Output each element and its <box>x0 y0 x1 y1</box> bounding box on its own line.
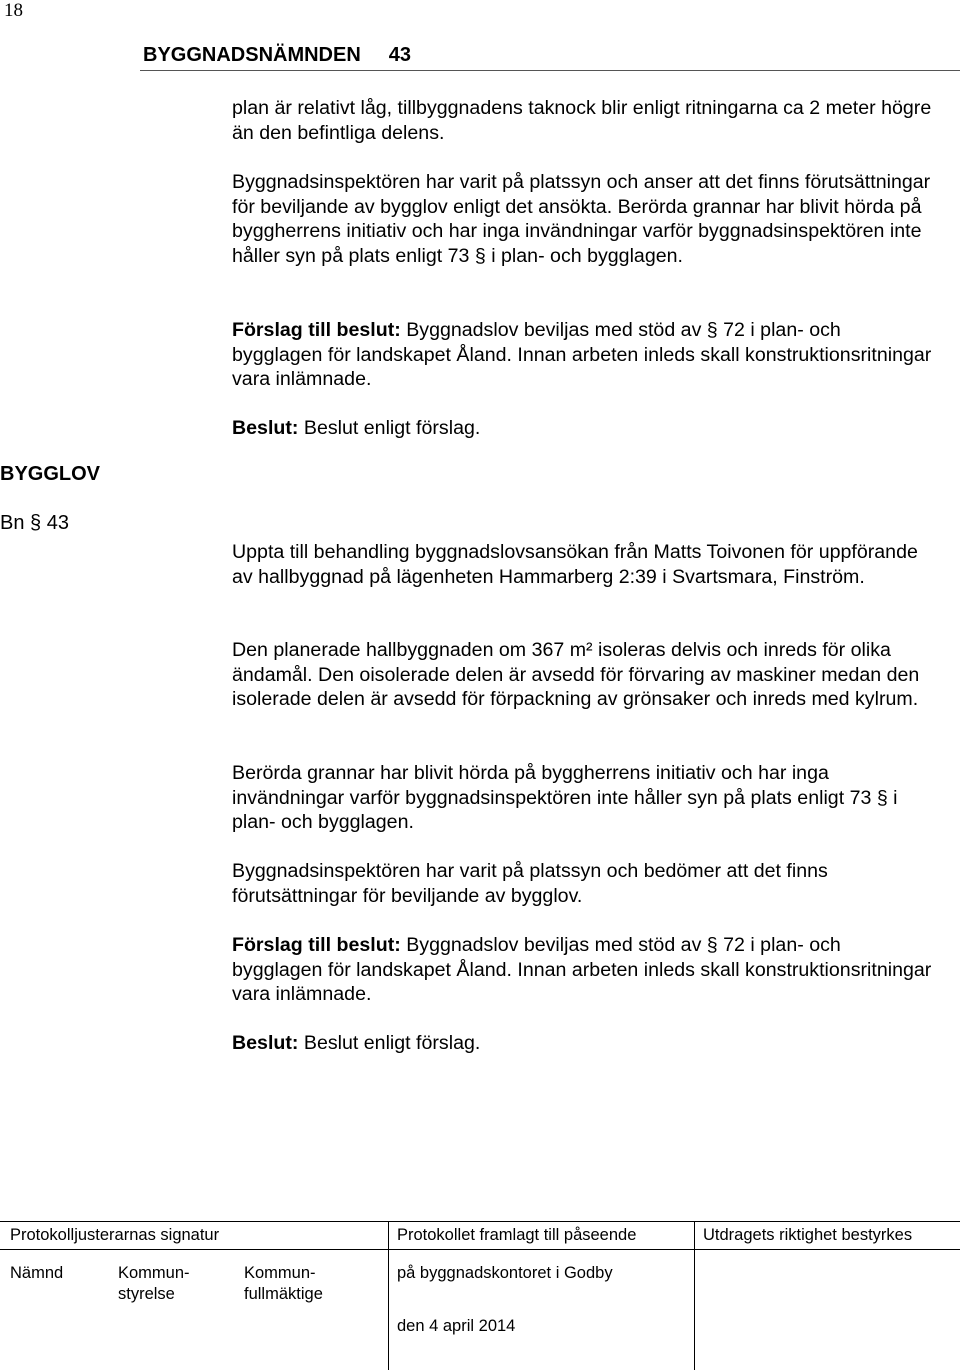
footer-display-header: Protokollet framlagt till påseende <box>397 1226 637 1244</box>
case-proposal-text: Byggnadslov beviljas med stöd av § 72 i plan- och bygglagen för landskapet Åland. Innan arbeten inleds skall konstruktionsritningar vara inlämnade. <box>232 934 932 1006</box>
case-paragraph-1: Uppta till behandling byggnadslovsansökan från Matts Toivonen för uppförande av hallbyggnad på lägenheten Hammarberg 2:39 i Svartsmara, Finström. <box>232 541 918 588</box>
continuation-decision <box>232 416 932 441</box>
footer-kommunstyrelse-l2: styrelse <box>118 1285 175 1303</box>
footer-top-rule <box>0 1221 960 1222</box>
case-decision <box>232 1031 932 1056</box>
footer-date: den 4 april 2014 <box>397 1317 516 1335</box>
case-decision-label: Beslut: <box>232 1032 299 1054</box>
case-decision-text: Beslut enligt förslag. <box>303 1032 481 1054</box>
footer-kommunfullmaktige-l1: Kommun- <box>244 1264 316 1282</box>
proposal-label: Förslag till beslut: <box>232 319 401 341</box>
decision-label: Beslut: <box>232 417 299 439</box>
footer-divider-1 <box>388 1221 389 1370</box>
footer-kommunstyrelse-l1: Kommun- <box>118 1264 190 1282</box>
footer-certify-header: Utdragets riktighet bestyrkes <box>703 1226 913 1244</box>
case-paragraph-4: Byggnadsinspektören har varit på platssyn och bedömer att det finns förutsättningar för beviljande av bygglov. <box>232 860 828 907</box>
section-heading: BYGGLOV <box>0 463 101 485</box>
continuation-paragraph-2: Byggnadsinspektören har varit på platssyn och anser att det finns förutsättningar för beviljande av bygglov enligt det ansökta. Berörda grannar har blivit hörda på byggherrens initiativ och har inga invändningar varför byggnadsinspektören inte håller syn på plats enligt 73 § i plan- och bygglagen. <box>232 171 931 267</box>
footer-middle-rule <box>0 1249 960 1250</box>
footer-divider-2 <box>694 1221 695 1370</box>
case-paragraph-2: Den planerade hallbyggnaden om 367 m² isoleras delvis och inreds för olika ändamål. Den oisolerade delen är avsedd för förvaring av maskiner medan den isolerade delen är avsedd för förpackning av grönsaker och inreds med kylrum. <box>232 639 920 711</box>
proposal-text: Byggnadslov beviljas med stöd av § 72 i plan- och bygglagen för landskapet Åland. Innan arbeten inleds skall konstruktionsritningar vara inlämnade. <box>232 319 932 391</box>
signature-footer <box>0 1221 960 1370</box>
header-title: BYGGNADSNÄMNDEN <box>143 44 361 66</box>
continuation-paragraph-1: plan är relativt låg, tillbyggnadens taknock blir enligt ritningarna ca 2 meter högre än den befintliga delens. <box>232 97 932 144</box>
footer-namnd: Nämnd <box>10 1264 64 1282</box>
footer-kommunfullmaktige-l2: fullmäktige <box>244 1285 323 1303</box>
page-number: 18 <box>4 0 23 21</box>
header-rule <box>140 70 960 71</box>
case-proposal <box>232 933 932 1007</box>
decision-text: Beslut enligt förslag. <box>303 417 481 439</box>
footer-signature-header: Protokolljusterarnas signatur <box>10 1226 220 1244</box>
header-number: 43 <box>388 44 412 66</box>
case-number: Bn § 43 <box>0 512 69 534</box>
continuation-proposal <box>232 318 932 392</box>
footer-location: på byggnadskontoret i Godby <box>397 1264 613 1282</box>
page-header <box>143 44 411 67</box>
case-proposal-label: Förslag till beslut: <box>232 934 401 956</box>
case-paragraph-3: Berörda grannar har blivit hörda på byggherrens initiativ och har inga invändningar varför byggnadsinspektören inte håller syn på plats enligt 73 § i plan- och bygglagen. <box>232 762 898 834</box>
